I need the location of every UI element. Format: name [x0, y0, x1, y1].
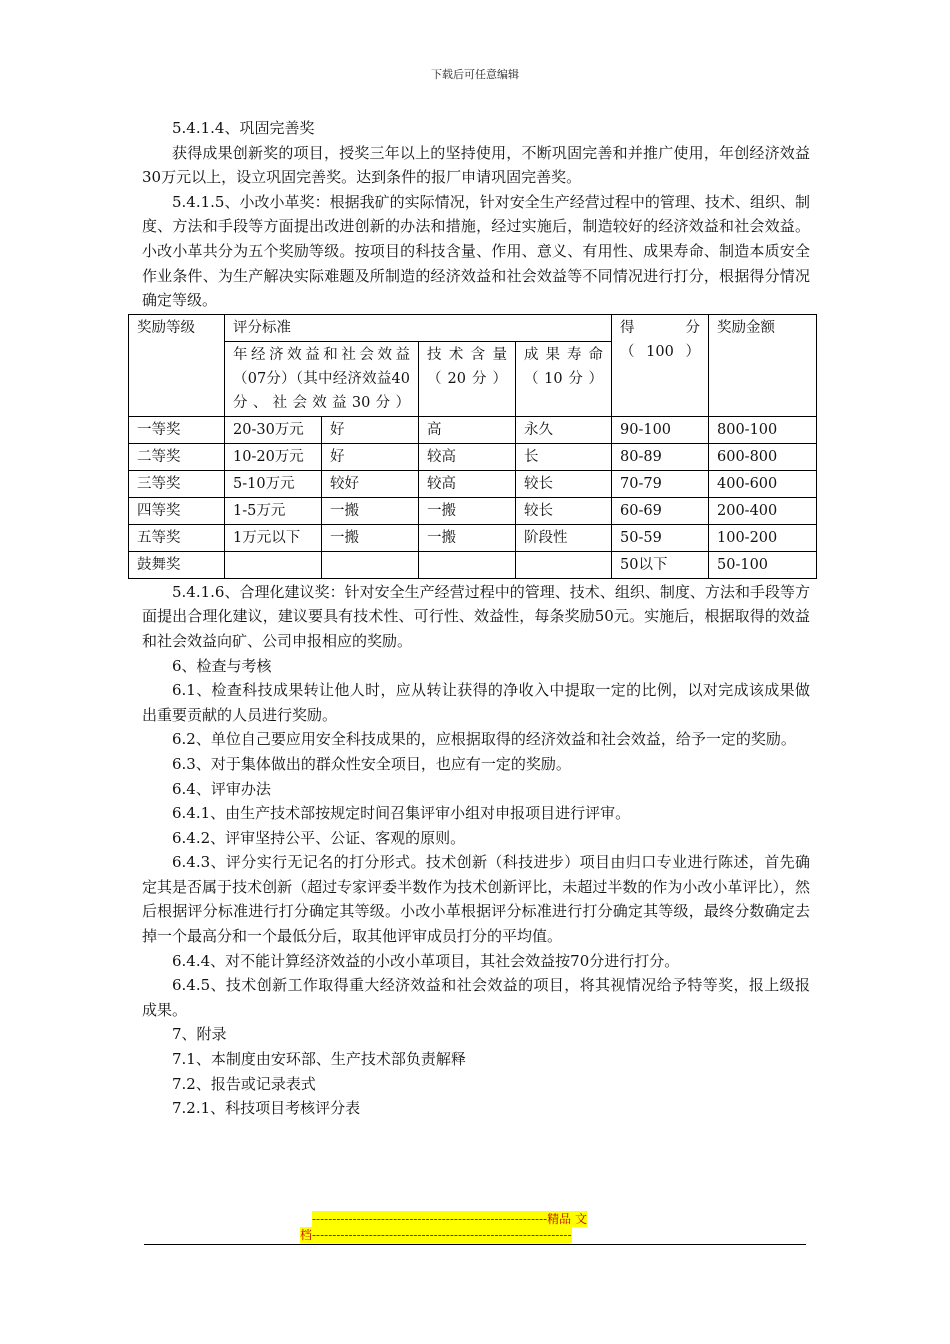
cell-score: 70-79 — [612, 470, 709, 497]
cell-level: 三等奖 — [129, 470, 225, 497]
cell-econ — [225, 551, 322, 578]
cell-tech — [419, 551, 516, 578]
cell-level: 五等奖 — [129, 524, 225, 551]
paragraph: 6.4.2、评审坚持公平、公证、客观的原则。 — [172, 828, 466, 847]
table-row — [129, 470, 817, 497]
paragraph: 6.4.3、评分实行无记名的打分形式。技术创新（科技进步）项目由归口专业进行陈述，首先确定其是否属于技术创新（超过专家评委半数作为技术创新评比，未超过半数的作为小改小革评比），然后根据评分标准进行打分确定其等级。小改小革根据评分标准进行打分确定其等级，最终分数确定去掉一个最高分和一个最低分后，取其他评审成员打分的平均值。 — [142, 853, 810, 946]
footer-line-2: 档---------------------------------------------------------------- — [300, 1228, 572, 1242]
cell-rating — [322, 551, 419, 578]
cell-score: 90-100 — [612, 416, 709, 443]
subheader-economic-benefit: 年经济效益和社会效益（07分）（其中经济效益40分、社会效益30分） — [225, 341, 419, 416]
cell-level: 四等奖 — [129, 497, 225, 524]
cell-econ: 5-10万元 — [225, 470, 322, 497]
section-heading: 7、附录 — [172, 1025, 227, 1044]
cell-econ: 10-20万元 — [225, 443, 322, 470]
paragraph: 6.4.4、对不能计算经济效益的小改小革项目，其社会效益按70分进行打分。 — [172, 951, 680, 970]
table-row — [129, 551, 817, 578]
header-award-level: 奖励等级 — [129, 314, 225, 416]
cell-amount: 200-400 — [709, 497, 817, 524]
paragraph: 7.2.1、科技项目考核评分表 — [172, 1099, 361, 1118]
section-heading: 6.4、评审办法 — [172, 779, 271, 798]
cell-amount: 600-800 — [709, 443, 817, 470]
cell-rating: 一搬 — [322, 524, 419, 551]
cell-amount: 100-200 — [709, 524, 817, 551]
cell-tech: 高 — [419, 416, 516, 443]
paragraph: 6.1、检查科技成果转让他人时，应从转让获得的净收入中提取一定的比例，以对完成该成果做出重要贡献的人员进行奖励。 — [142, 681, 810, 724]
cell-score: 50-59 — [612, 524, 709, 551]
table-row — [129, 524, 817, 551]
cell-rating: 好 — [322, 443, 419, 470]
header-scoring-criteria: 评分标准 — [225, 314, 612, 341]
cell-level: 二等奖 — [129, 443, 225, 470]
cell-life: 永久 — [516, 416, 612, 443]
subheader-tech-content: 技术含量（20分） — [419, 341, 516, 416]
cell-score: 60-69 — [612, 497, 709, 524]
cell-rating: 一搬 — [322, 497, 419, 524]
cell-tech: 较高 — [419, 470, 516, 497]
subheader-result-life: 成果寿命（10分） — [516, 341, 612, 416]
table-header-row — [129, 314, 817, 341]
paragraph: 7.1、本制度由安环部、生产技术部负责解释 — [172, 1050, 466, 1069]
paragraph: 6.4.1、由生产技术部按规定时间召集评审小组对申报项目进行评审。 — [172, 804, 631, 823]
award-scoring-table — [128, 314, 817, 579]
cell-life: 较长 — [516, 497, 612, 524]
cell-tech: 一搬 — [419, 524, 516, 551]
paragraph: 6.3、对于集体做出的群众性安全项目，也应有一定的奖励。 — [172, 754, 571, 773]
cell-level: 一等奖 — [129, 416, 225, 443]
paragraph: 5.4.1.5、小改小革奖：根据我矿的实际情况，针对安全生产经营过程中的管理、技术、组织、制度、方法和手段等方面提出改进创新的办法和措施，经过实施后，制造较好的经济效益和社会效益。小改小革共分为五个奖励等级。按项目的科技含量、作用、意义、有用性、成果寿命、制造本质安全作业条件、为生产解决实际难题及所制造的经济效益和社会效益等不同情况进行打分，根据得分情况确定等级。 — [142, 192, 810, 310]
cell-life: 长 — [516, 443, 612, 470]
cell-life: 阶段性 — [516, 524, 612, 551]
cell-econ: 20-30万元 — [225, 416, 322, 443]
cell-tech: 一搬 — [419, 497, 516, 524]
table-row — [129, 497, 817, 524]
section-heading: 6、检查与考核 — [172, 656, 272, 675]
cell-life: 较长 — [516, 470, 612, 497]
cell-amount: 50-100 — [709, 551, 817, 578]
header-note: 下载后可任意编辑 — [431, 68, 519, 81]
footer-line-1: ----------------------------------------------------------精品 文 — [312, 1212, 587, 1226]
document-body — [137, 116, 810, 1121]
footer-watermark — [300, 1211, 650, 1243]
paragraph: 5.4.1.6、合理化建议奖：针对安全生产经营过程中的管理、技术、组织、制度、方法和手段等方面提出合理化建议，建议要具有技术性、可行性、效益性，每条奖励50元。实施后，根据取得的效益和社会效益向矿、公司申报相应的奖励。 — [142, 582, 810, 650]
header-score: 得 分（100） — [612, 314, 709, 416]
cell-life — [516, 551, 612, 578]
paragraph: 6.4.5、技术创新工作取得重大经济效益和社会效益的项目，将其视情况给予特等奖，报上级报成果。 — [142, 976, 810, 1019]
cell-level: 鼓舞奖 — [129, 551, 225, 578]
cell-amount: 400-600 — [709, 470, 817, 497]
table-row — [129, 443, 817, 470]
cell-rating: 较好 — [322, 470, 419, 497]
paragraph: 获得成果创新奖的项目，授奖三年以上的坚持使用，不断巩固完善和并推广使用，年创经济效益30万元以上，设立巩固完善奖。达到条件的报厂申请巩固完善奖。 — [142, 143, 810, 187]
cell-econ: 1万元以下 — [225, 524, 322, 551]
table-row — [129, 416, 817, 443]
paragraph: 7.2、报告或记录表式 — [172, 1074, 316, 1093]
cell-score: 50以下 — [612, 551, 709, 578]
header-award-amount: 奖励金额 — [709, 314, 817, 416]
paragraph: 6.2、单位自己要应用安全科技成果的，应根据取得的经济效益和社会效益，给予一定的奖励。 — [172, 730, 796, 749]
footer-divider — [144, 1244, 806, 1245]
paragraph: 5.4.1.4、巩固完善奖 — [172, 119, 315, 137]
cell-rating: 好 — [322, 416, 419, 443]
cell-tech: 较高 — [419, 443, 516, 470]
cell-score: 80-89 — [612, 443, 709, 470]
cell-econ: 1-5万元 — [225, 497, 322, 524]
cell-amount: 800-100 — [709, 416, 817, 443]
